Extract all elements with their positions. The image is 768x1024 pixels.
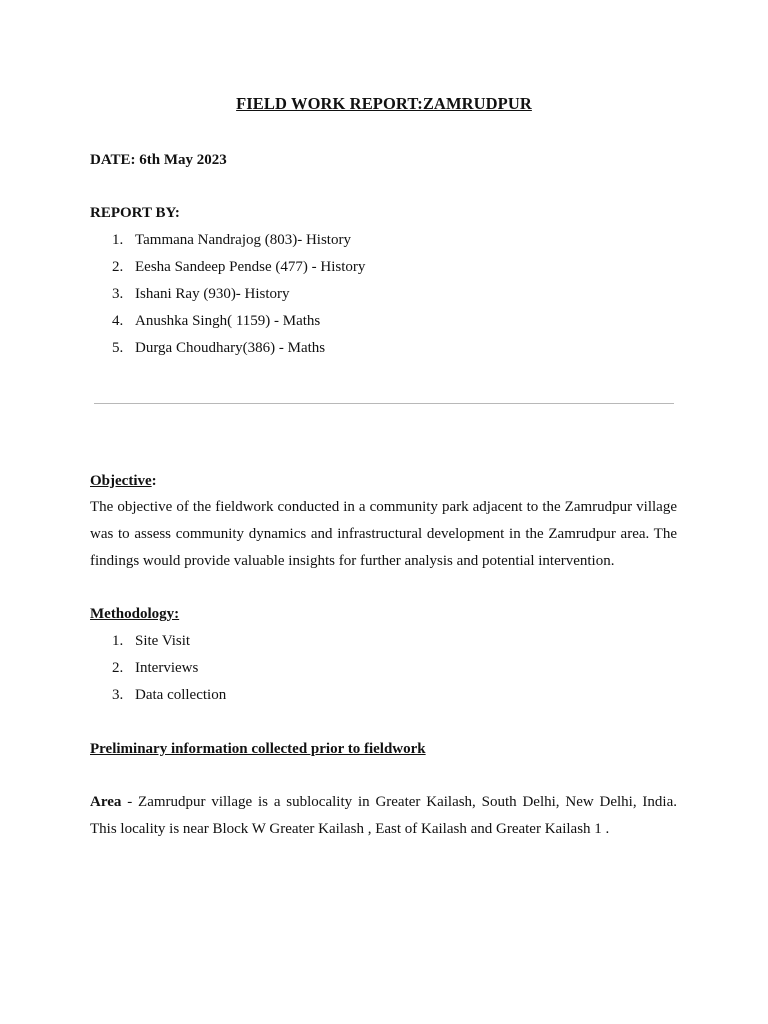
list-number: 5. [112, 340, 124, 356]
list-number: 3. [112, 687, 124, 703]
author-name: Ishani Ray (930)- History [135, 286, 290, 302]
methodology-text: Interviews [135, 660, 199, 676]
list-number: 4. [112, 313, 124, 329]
author-name: Durga Choudhary(386) - Maths [135, 340, 326, 356]
list-number: 1. [112, 633, 124, 649]
report-by-label: REPORT BY: [90, 205, 180, 221]
list-number: 2. [112, 660, 124, 676]
author-name: Eesha Sandeep Pendse (477) - History [135, 259, 366, 275]
report-title: FIELD WORK REPORT:ZAMRUDPUR [236, 94, 532, 113]
methodology-text: Site Visit [135, 633, 191, 649]
objective-heading-colon: : [151, 473, 157, 489]
report-date: DATE: 6th May 2023 [90, 152, 227, 168]
objective-paragraph: The objective of the fieldwork conducted in a community park adjacent to the Zamrudpur village was to assess community dynamics and infrastructural development in the Zamrudpur area. The findings would provide valuable insights for further analysis and potential intervention. [90, 499, 677, 569]
author-name: Anushka Singh( 1159) - Maths [135, 313, 321, 329]
objective-heading [90, 473, 157, 490]
preliminary-heading: Preliminary information collected prior to fieldwork [90, 741, 426, 757]
list-number: 2. [112, 259, 124, 275]
list-number: 1. [112, 232, 124, 248]
area-paragraph [90, 789, 677, 843]
methodology-text: Data collection [135, 687, 227, 703]
area-label: Area [90, 794, 122, 810]
area-text: - Zamrudpur village is a sublocality in Greater Kailash, South Delhi, New Delhi, India. This locality is near Block W Greater Kailash , East of Kailash and Greater Kailash 1 . [90, 794, 677, 837]
horizontal-divider [94, 403, 674, 404]
methodology-heading: Methodology: [90, 606, 180, 622]
author-name: Tammana Nandrajog (803)- History [135, 232, 351, 248]
objective-heading-text: Objective [90, 473, 152, 489]
list-number: 3. [112, 286, 124, 302]
